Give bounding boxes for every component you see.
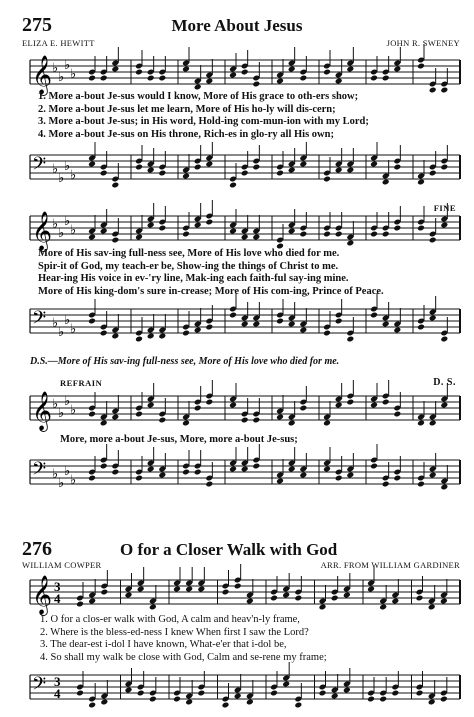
time-signature: 4 [54,686,61,701]
verse-block [40,614,327,664]
note-head [194,222,202,229]
treble-clef-icon: 𝄞 [32,211,53,251]
note-head [135,475,143,482]
note-head [194,469,202,476]
note-head [88,702,96,709]
note-head [147,167,155,174]
note-head [222,702,230,709]
flat-icon: ♭ [70,473,77,488]
verse-line: 1. O for a clos-er walk with God, A calm and heav'n-ly frame, [40,614,300,625]
note-head [440,598,448,605]
note-head [319,604,327,611]
note-head [158,75,166,82]
note-head [241,234,249,241]
note-head [246,598,254,605]
note-head [335,402,343,409]
note-head [429,87,437,94]
refrain-label: REFRAIN [60,378,103,388]
note-head [417,420,425,427]
note-head [182,469,190,476]
note-head [111,66,119,73]
note-head [299,231,307,238]
note-head [288,466,296,473]
note-head [346,66,354,73]
note-head [100,589,108,596]
music-staff [0,452,474,502]
note-head [194,405,202,412]
note-head [440,336,448,343]
note-head [111,182,119,189]
note-head [428,604,436,611]
verse-line: 1. More a-bout Je-sus would I know, More of His grace to oth-ers show; [38,91,359,102]
note-head [111,333,119,340]
hymn-number: 275 [22,14,52,36]
verse-line: More of His king-dom's sure in-crease; More of His com-ing, Prince of Peace. [38,285,384,297]
note-head [299,405,307,412]
treble-clef-icon: 𝄞 [32,55,53,95]
note-head [100,170,108,177]
note-head [241,466,249,473]
hymn-title: O for a Closer Walk with God [120,540,338,559]
note-head [135,234,143,241]
flat-icon: ♭ [70,168,77,183]
note-head [158,170,166,177]
note-head [125,592,133,599]
note-head [393,475,401,482]
flat-icon: ♭ [64,394,71,409]
note-head [417,63,425,70]
note-head [370,312,378,319]
note-head [299,472,307,479]
note-head [276,478,284,485]
ds-marker: D. S. [433,377,456,388]
note-head [100,75,108,82]
flat-icon: ♭ [64,464,71,479]
music-staff [0,147,474,197]
flat-icon: ♭ [58,325,65,340]
note-head [282,592,290,599]
note-head [194,327,202,334]
flat-icon: ♭ [58,171,65,186]
note-head [252,81,260,88]
note-head [147,402,155,409]
note-head [88,318,96,325]
bass-clef-icon: 𝄢 [32,154,47,179]
note-head [100,463,108,470]
note-head [205,161,213,168]
time-signature: 4 [54,591,61,606]
note-head [288,167,296,174]
note-head [222,589,230,596]
note-head [429,315,437,322]
note-head [88,234,96,241]
note-head [229,228,237,235]
note-head [182,231,190,238]
note-head [393,225,401,232]
note-head [182,173,190,180]
note-head [88,75,96,82]
flat-icon: ♭ [52,162,59,177]
note-head [229,312,237,319]
note-head [149,696,157,703]
note-head [382,481,390,488]
note-head [335,231,343,238]
note-head [417,225,425,232]
note-head [370,402,378,409]
note-head [382,399,390,406]
note-head [76,601,84,608]
note-head [335,167,343,174]
note-head [429,237,437,244]
note-head [252,417,260,424]
note-head [370,231,378,238]
treble-clef-icon: 𝄞 [32,391,53,431]
flat-icon: ♭ [70,322,77,337]
flat-icon: ♭ [58,406,65,421]
note-head [294,702,302,709]
note-head [158,225,166,232]
note-head [382,321,390,328]
verse-line: 4. More a-bout Je-sus on His throne, Rich-es in glo-ry all His own; [38,128,334,140]
note-head [379,696,387,703]
note-head [88,161,96,168]
verse-line: More of His sav-ing full-ness see, More of His love who died for me. [38,248,340,259]
note-head [229,182,237,189]
hymn-title: More About Jesus [171,16,303,35]
music-staff [0,388,474,438]
note-head [100,420,108,427]
note-head [234,693,242,700]
note-head [367,696,375,703]
music-staff [0,301,474,351]
note-head [276,318,284,325]
note-head [323,231,331,238]
note-head [379,604,387,611]
note-head [299,327,307,334]
note-head [288,420,296,427]
note-head [241,69,249,76]
flat-icon: ♭ [70,403,77,418]
note-head [197,586,205,593]
note-head [346,399,354,406]
note-head [299,75,307,82]
note-head [343,687,351,694]
note-head [88,411,96,418]
note-head [343,592,351,599]
flat-icon: ♭ [52,217,59,232]
note-head [323,466,331,473]
note-head [205,219,213,226]
note-head [391,690,399,697]
note-head [346,336,354,343]
note-head [173,696,181,703]
note-head [440,696,448,703]
note-head [429,472,437,479]
flat-icon: ♭ [52,467,59,482]
note-head [417,324,425,331]
flat-icon: ♭ [64,159,71,174]
verse-line: 4. So shall my walk be close with God, Calm and se-rene my frame; [40,651,327,663]
note-head [335,318,343,325]
flat-icon: ♭ [70,67,77,82]
note-head [88,475,96,482]
note-head [88,598,96,605]
note-head [194,164,202,171]
note-head [429,420,437,427]
note-head [276,414,284,421]
note-head [323,176,331,183]
note-head [252,234,260,241]
note-head [229,466,237,473]
note-head [294,595,302,602]
time-signature: 3 [54,579,61,594]
note-head [416,690,424,697]
note-head [135,69,143,76]
note-head [299,161,307,168]
note-head [270,690,278,697]
note-head [241,417,249,424]
verse-line: 3. The dear-est i-dol I have known, What-e'er that i-dol be, [40,639,287,650]
flat-icon: ♭ [58,226,65,241]
note-head [185,699,193,706]
note-head [346,472,354,479]
note-head [335,78,343,85]
words-credit: WILLIAM COWPER [22,560,102,570]
note-head [205,399,213,406]
note-head [323,69,331,76]
note-head [335,475,343,482]
bass-clef-icon: 𝄢 [32,308,47,333]
note-head [76,690,84,697]
hymn-number: 276 [22,538,52,560]
note-head [135,164,143,171]
note-head [241,170,249,177]
note-head [246,699,254,706]
note-head [288,321,296,328]
flat-icon: ♭ [52,316,59,331]
note-head [111,469,119,476]
verse-block [38,91,369,141]
note-head [331,693,339,700]
time-signature: 3 [54,674,61,689]
note-head [135,336,143,343]
note-head [185,586,193,593]
note-head [346,240,354,247]
note-head [100,699,108,706]
note-head [288,228,296,235]
note-head [158,472,166,479]
note-head [416,595,424,602]
music-credit: JOHN R. SWENEY [386,38,460,48]
note-head [417,179,425,186]
note-head [417,481,425,488]
note-head [440,402,448,409]
note-head [323,330,331,337]
ds-line: D.S.—More of His sav-ing full-ness see, More of His love who died for me. [30,356,340,367]
note-head [391,598,399,605]
words-credit: ELIZA E. HEWITT [22,38,95,48]
verse-block [38,248,384,298]
note-head [382,179,390,186]
note-head [276,78,284,85]
flat-icon: ♭ [52,61,59,76]
note-head [370,161,378,168]
note-head [370,463,378,470]
verse-line: 3. More a-bout Je-sus; in His word, Hold-ing com-mun-ion with my Lord; [38,116,369,127]
note-head [288,66,296,73]
note-head [197,690,205,697]
note-head [440,222,448,229]
note-head [147,75,155,82]
note-head [393,411,401,418]
note-head [234,583,242,590]
note-head [111,237,119,244]
note-head [137,586,145,593]
note-head [382,75,390,82]
verse-line: Spir-it of God, my teach-er be, Show-ing the things of Christ to me. [38,260,339,272]
note-head [440,164,448,171]
music-credit: ARR. FROM WILLIAM GARDINER [320,560,460,570]
note-head [393,327,401,334]
note-head [147,466,155,473]
note-head [282,681,290,688]
note-head [370,75,378,82]
note-head [147,222,155,229]
note-head [205,481,213,488]
note-head [319,690,327,697]
note-head [429,170,437,177]
treble-clef-icon: 𝄞 [32,575,53,615]
note-head [382,231,390,238]
note-head [173,586,181,593]
note-head [158,333,166,340]
note-head [440,87,448,94]
note-head [440,484,448,491]
note-head [205,78,213,85]
note-head [205,324,213,331]
note-head [241,321,249,328]
note-head [100,330,108,337]
note-head [182,420,190,427]
flat-icon: ♭ [52,397,59,412]
note-head [270,595,278,602]
flat-icon: ♭ [64,214,71,229]
refrain-text: More, more a-bout Je-sus, More, more a-bout Je-sus; [60,434,298,445]
note-head [252,321,260,328]
note-head [252,463,260,470]
note-head [428,699,436,706]
flat-icon: ♭ [70,223,77,238]
note-head [367,586,375,593]
note-head [229,402,237,409]
note-head [149,604,157,611]
flat-icon: ♭ [58,70,65,85]
verse-line: 2. Where is the bless-ed-ness I knew When first I saw the Lord? [40,626,309,638]
flat-icon: ♭ [64,313,71,328]
bass-clef-icon: 𝄢 [32,459,47,484]
fine-marker: FINE [433,203,456,213]
note-head [147,333,155,340]
note-head [331,595,339,602]
note-head [158,417,166,424]
music-staff [0,667,474,707]
note-head [393,164,401,171]
flat-icon: ♭ [64,58,71,73]
note-head [323,420,331,427]
note-head [111,414,119,421]
note-head [125,687,133,694]
note-head [100,228,108,235]
note-head [194,84,202,91]
bass-clef-icon: 𝄢 [32,674,47,699]
note-head [252,164,260,171]
note-head [182,330,190,337]
note-head [229,72,237,79]
note-head [137,690,145,697]
flat-icon: ♭ [58,476,65,491]
note-head [346,167,354,174]
note-head [135,411,143,418]
verse-line: 2. More a-bout Je-sus let me learn, More of His ho-ly will dis-cern; [38,103,336,115]
note-head [182,66,190,73]
note-head [276,170,284,177]
note-head [393,66,401,73]
verse-line: Hear-ing His voice in ev-'ry line, Mak-ing each faith-ful say-ing mine. [38,273,349,284]
